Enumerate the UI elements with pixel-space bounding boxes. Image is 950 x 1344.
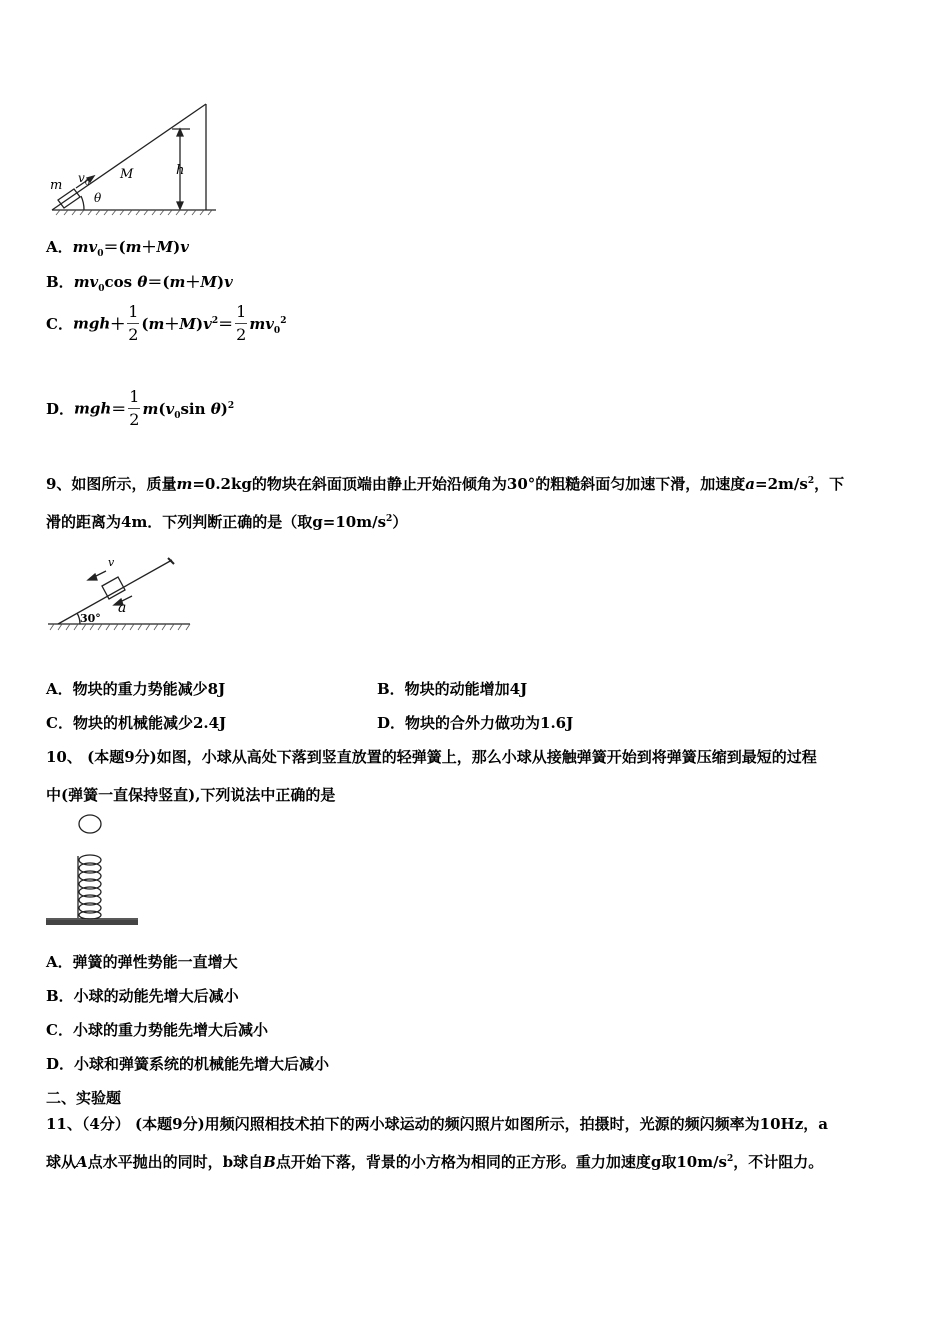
ball-spring-figure	[44, 812, 144, 928]
q10-option-c: C．小球的重力势能先增大后减小	[46, 1021, 268, 1039]
q8-option-a: A．$mv_0=(m+M)v$	[46, 238, 189, 259]
label-h: h	[176, 163, 185, 178]
q9-option-c: C．物块的机械能减少2.4J	[46, 714, 227, 732]
section-heading: 二、实验题	[46, 1089, 122, 1107]
q11-stem-line2: 球从A点水平抛出的同时，b球自B点开始下落，背景的小方格为相同的正方形。重力加速度g取$10m/s^2$，不计阻力。	[46, 1153, 824, 1171]
q9-stem-line1: 9、如图所示，质量m=0.2kg的物块在斜面顶端由静止开始沿倾角为30°的粗糙斜面匀加速下滑，加速度$a=2m/s^2$，下	[46, 475, 845, 493]
q10-option-a: A．弹簧的弹性势能一直增大	[46, 953, 238, 971]
q10-option-d: D．小球和弹簧系统的机械能先增大后减小	[46, 1055, 330, 1073]
label-v: v	[108, 556, 115, 569]
fraction-half: $\frac{1}{2}$	[128, 302, 139, 344]
label-angle: 30°	[80, 612, 101, 625]
q10-stem-line1: 10、 (本题9分)如图，小球从高处下落到竖直放置的轻弹簧上，那么小球从接触弹簧开始到将弹簧压缩到最短的过程	[46, 748, 817, 766]
q8-option-c: C．mgh＋ $\frac{1}{2}$ $(m+M)v^2=$ $\frac{1}{2}$ $mv_0^2$	[46, 302, 287, 344]
q9-option-d: D．物块的合外力做功为1.6J	[377, 714, 574, 732]
q11-stem-line1: 11、（4分） (本题9分)用频闪照相技术拍下的两小球运动的频闪照片如图所示，拍摄时，光源的频闪频率为10Hz，a	[46, 1115, 828, 1133]
fraction-half: $\frac{1}{2}$	[236, 302, 247, 344]
fraction-half: $\frac{1}{2}$	[129, 387, 140, 429]
q9-option-a: A．物块的重力势能减少8J	[46, 680, 226, 698]
q9-stem-line2: 滑的距离为4m．下列判断正确的是（取$g=10m/s^2$）	[46, 513, 408, 531]
incline-block-figure	[44, 96, 224, 220]
q9-option-b: B．物块的动能增加4J	[377, 680, 528, 698]
q10-option-b: B．小球的动能先增大后减小	[46, 987, 239, 1005]
rough-incline-figure	[44, 544, 200, 640]
label-theta: θ	[94, 191, 102, 205]
q10-stem-line2: 中(弹簧一直保持竖直),下列说法中正确的是	[46, 786, 336, 804]
label-a: a	[118, 600, 127, 616]
label-v0: $v_0$	[78, 171, 90, 187]
label-M: M	[120, 167, 134, 182]
label-m: m	[50, 178, 63, 193]
q8-option-b: B．$mv_0\cos$ θ＝(m＋M)v	[46, 273, 233, 294]
q8-option-d: D．mgh＝ $\frac{1}{2}$ $m(v_0\sin$ θ)$^2$	[46, 387, 235, 429]
